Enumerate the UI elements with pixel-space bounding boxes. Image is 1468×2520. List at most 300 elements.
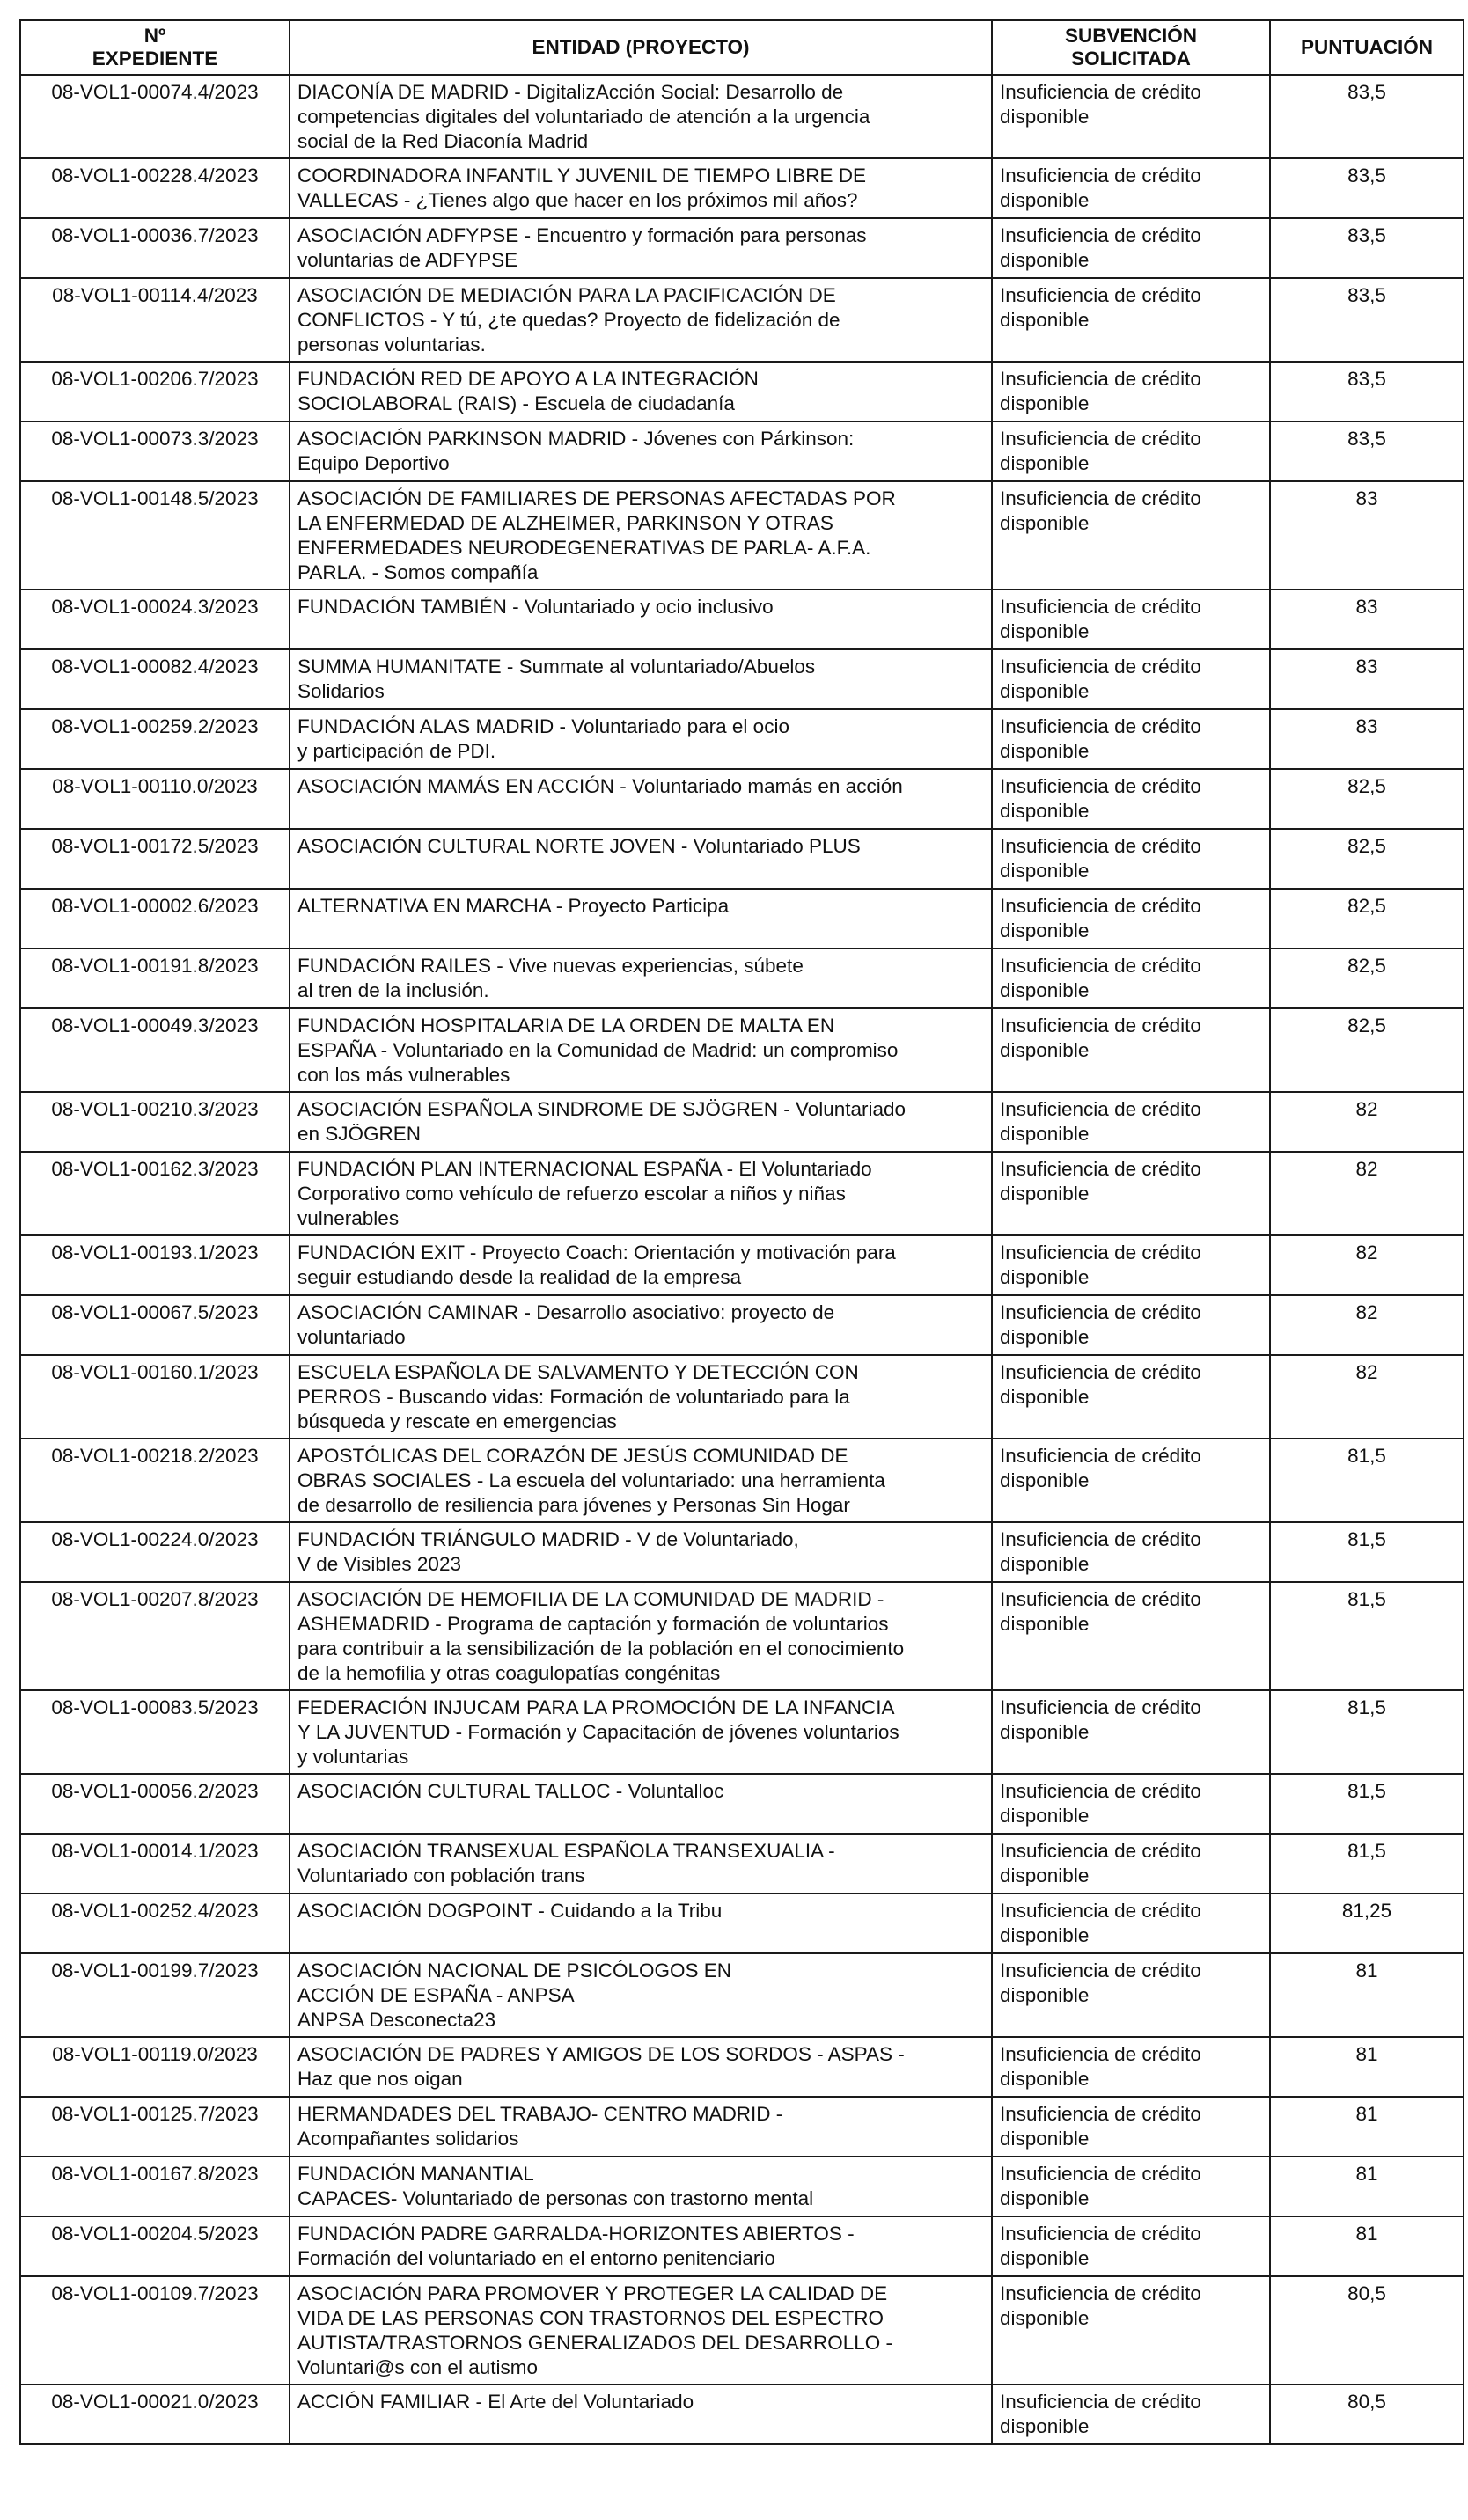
- entidad-line: FUNDACIÓN TRIÁNGULO MADRID - V de Voluntariado,: [297, 1528, 799, 1550]
- subvencion-line: Insuficiencia de crédito: [1000, 1528, 1201, 1550]
- entidad-cell: [290, 1235, 992, 1295]
- subvencion-line: disponible: [1000, 979, 1090, 1001]
- entidad-line: ESCUELA ESPAÑOLA DE SALVAMENTO Y DETECCIÓN CON: [297, 1361, 859, 1383]
- entidad-cell: [290, 2157, 992, 2216]
- subvencion-line: Insuficiencia de crédito: [1000, 428, 1201, 450]
- entidad-line: ASOCIACIÓN ADFYPSE - Encuentro y formación para personas: [297, 224, 867, 246]
- puntuacion-cell: 81: [1270, 2097, 1464, 2157]
- puntuacion-cell: 83: [1270, 481, 1464, 590]
- subvencion-line: disponible: [1000, 189, 1090, 211]
- expediente-cell: 08-VOL1-00021.0/2023: [20, 2384, 290, 2444]
- table-row: [20, 829, 1464, 889]
- subvencion-line: Insuficiencia de crédito: [1000, 1780, 1201, 1802]
- entidad-cell: [290, 1582, 992, 1690]
- subvencion-line: Insuficiencia de crédito: [1000, 835, 1201, 857]
- entidad-line: VALLECAS - ¿Tienes algo que hacer en los próximos mil años?: [297, 189, 858, 211]
- entidad-line: con los más vulnerables: [297, 1064, 510, 1086]
- entidad-line: ALTERNATIVA EN MARCHA - Proyecto Participa: [297, 895, 730, 917]
- puntuacion-cell: 82: [1270, 1235, 1464, 1295]
- subvencion-cell: [992, 649, 1270, 709]
- subvencion-line: disponible: [1000, 1039, 1090, 1061]
- entidad-line: ASOCIACIÓN DE MEDIACIÓN PARA LA PACIFICACIÓN DE: [297, 284, 836, 306]
- entidad-line: al tren de la inclusión.: [297, 979, 489, 1001]
- entidad-line: ESPAÑA - Voluntariado en la Comunidad de Madrid: un compromiso: [297, 1039, 899, 1061]
- table-row: [20, 1439, 1464, 1522]
- subvencion-line: disponible: [1000, 1864, 1090, 1886]
- entidad-line: Equipo Deportivo: [297, 452, 450, 474]
- table-body: [20, 75, 1464, 2444]
- entidad-cell: [290, 1834, 992, 1894]
- expediente-cell: 08-VOL1-00024.3/2023: [20, 590, 290, 649]
- entidad-line: CONFLICTOS - Y tú, ¿te quedas? Proyecto de fidelización de: [297, 309, 840, 331]
- table-row: [20, 158, 1464, 218]
- entidad-cell: [290, 649, 992, 709]
- table-row: [20, 2216, 1464, 2276]
- subvencion-line: Insuficiencia de crédito: [1000, 1696, 1201, 1718]
- entidad-line: ASOCIACIÓN DOGPOINT - Cuidando a la Tribu: [297, 1900, 723, 1922]
- entidad-line: seguir estudiando desde la realidad de la empresa: [297, 1266, 742, 1288]
- table-row: [20, 949, 1464, 1008]
- entidad-line: HERMANDADES DEL TRABAJO- CENTRO MADRID -: [297, 2103, 783, 2125]
- expediente-cell: 08-VOL1-00228.4/2023: [20, 158, 290, 218]
- subvencion-line: disponible: [1000, 1721, 1090, 1743]
- subvencion-line: disponible: [1000, 309, 1090, 331]
- table-row: [20, 2157, 1464, 2216]
- puntuacion-cell: 82: [1270, 1355, 1464, 1439]
- header-entidad: ENTIDAD (PROYECTO): [290, 20, 992, 75]
- entidad-line: y participación de PDI.: [297, 740, 496, 762]
- entidad-cell: [290, 278, 992, 362]
- entidad-line: APOSTÓLICAS DEL CORAZÓN DE JESÚS COMUNIDAD DE: [297, 1445, 848, 1467]
- entidad-line: ASOCIACIÓN CAMINAR - Desarrollo asociativo: proyecto de: [297, 1301, 835, 1323]
- subvencion-line: Insuficiencia de crédito: [1000, 1900, 1201, 1922]
- expediente-cell: 08-VOL1-00204.5/2023: [20, 2216, 290, 2276]
- table-row: [20, 1235, 1464, 1295]
- entidad-cell: [290, 362, 992, 421]
- subvencion-line: disponible: [1000, 1326, 1090, 1348]
- puntuacion-cell: 81,5: [1270, 1439, 1464, 1522]
- table-row: [20, 649, 1464, 709]
- table-row: [20, 1953, 1464, 2037]
- subvencion-line: Insuficiencia de crédito: [1000, 955, 1201, 977]
- header-subvencion: [992, 20, 1270, 75]
- subvencion-line: Insuficiencia de crédito: [1000, 2223, 1201, 2245]
- subvencion-cell: [992, 949, 1270, 1008]
- subvencion-cell: [992, 1774, 1270, 1834]
- expediente-cell: 08-VOL1-00193.1/2023: [20, 1235, 290, 1295]
- entidad-line: y voluntarias: [297, 1746, 409, 1768]
- expediente-cell: 08-VOL1-00109.7/2023: [20, 2276, 290, 2384]
- entidad-line: LA ENFERMEDAD DE ALZHEIMER, PARKINSON Y OTRAS: [297, 512, 833, 534]
- subvencion-line: disponible: [1000, 452, 1090, 474]
- subvencion-cell: [992, 769, 1270, 829]
- puntuacion-cell: 80,5: [1270, 2276, 1464, 2384]
- subvencion-line: Insuficiencia de crédito: [1000, 1015, 1201, 1037]
- subvencion-line: disponible: [1000, 1984, 1090, 2006]
- subvencion-line: disponible: [1000, 1613, 1090, 1635]
- puntuacion-cell: 82,5: [1270, 769, 1464, 829]
- entidad-cell: [290, 769, 992, 829]
- subvencion-cell: [992, 590, 1270, 649]
- entidad-line: Voluntariado con población trans: [297, 1864, 585, 1886]
- subvencion-cell: [992, 2384, 1270, 2444]
- entidad-line: Voluntari@s con el autismo: [297, 2356, 538, 2378]
- entidad-line: FEDERACIÓN INJUCAM PARA LA PROMOCIÓN DE LA INFANCIA: [297, 1696, 895, 1718]
- table-row: [20, 1774, 1464, 1834]
- subvencion-line: disponible: [1000, 1805, 1090, 1827]
- puntuacion-cell: 83,5: [1270, 421, 1464, 481]
- table-row: [20, 769, 1464, 829]
- subvencion-line: Insuficiencia de crédito: [1000, 81, 1201, 103]
- subvencion-cell: [992, 709, 1270, 769]
- subvencion-cell: [992, 1355, 1270, 1439]
- table-row: [20, 1092, 1464, 1152]
- subvencion-line: Insuficiencia de crédito: [1000, 656, 1201, 678]
- subvencion-line: disponible: [1000, 860, 1090, 882]
- entidad-cell: [290, 1092, 992, 1152]
- puntuacion-cell: 83,5: [1270, 278, 1464, 362]
- subvencion-line: disponible: [1000, 620, 1090, 642]
- entidad-line: FUNDACIÓN PADRE GARRALDA-HORIZONTES ABIERTOS -: [297, 2223, 855, 2245]
- entidad-line: VIDA DE LAS PERSONAS CON TRASTORNOS DEL ESPECTRO: [297, 2307, 884, 2329]
- entidad-line: FUNDACIÓN RAILES - Vive nuevas experiencias, súbete: [297, 955, 804, 977]
- entidad-line: ASOCIACIÓN CULTURAL NORTE JOVEN - Voluntariado PLUS: [297, 835, 861, 857]
- expediente-cell: 08-VOL1-00114.4/2023: [20, 278, 290, 362]
- entidad-line: Formación del voluntariado en el entorno penitenciario: [297, 2247, 775, 2269]
- entidad-line: ASOCIACIÓN DE PADRES Y AMIGOS DE LOS SORDOS - ASPAS -: [297, 2043, 905, 2065]
- header-expediente-line-1: Nº: [143, 25, 166, 47]
- subvencion-cell: [992, 481, 1270, 590]
- subvencion-cell: [992, 1522, 1270, 1582]
- subvencion-line: disponible: [1000, 1123, 1090, 1145]
- expediente-cell: 08-VOL1-00162.3/2023: [20, 1152, 290, 1235]
- entidad-line: PARLA. - Somos compañía: [297, 561, 539, 583]
- entidad-line: ASOCIACIÓN NACIONAL DE PSICÓLOGOS EN: [297, 1960, 732, 1982]
- table-row: [20, 362, 1464, 421]
- subvencion-line: disponible: [1000, 2307, 1090, 2329]
- entidad-line: ASOCIACIÓN CULTURAL TALLOC - Voluntalloc: [297, 1780, 724, 1802]
- entidad-line: SOCIOLABORAL (RAIS) - Escuela de ciudadanía: [297, 392, 735, 414]
- puntuacion-cell: 82,5: [1270, 829, 1464, 889]
- entidad-line: de desarrollo de resiliencia para jóvenes y Personas Sin Hogar: [297, 1494, 850, 1516]
- expediente-cell: 08-VOL1-00148.5/2023: [20, 481, 290, 590]
- entidad-line: SUMMA HUMANITATE - Summate al voluntariado/Abuelos: [297, 656, 816, 678]
- expediente-cell: 08-VOL1-00252.4/2023: [20, 1894, 290, 1953]
- subvencion-line: disponible: [1000, 2068, 1090, 2090]
- subvencion-line: disponible: [1000, 740, 1090, 762]
- table-row: [20, 1894, 1464, 1953]
- entidad-line: ASOCIACIÓN PARKINSON MADRID - Jóvenes con Párkinson:: [297, 428, 855, 450]
- expediente-cell: 08-VOL1-00167.8/2023: [20, 2157, 290, 2216]
- entidad-cell: [290, 949, 992, 1008]
- entidad-line: ASOCIACIÓN PARA PROMOVER Y PROTEGER LA CALIDAD DE: [297, 2282, 888, 2304]
- subvencion-line: Insuficiencia de crédito: [1000, 895, 1201, 917]
- subvencion-line: disponible: [1000, 249, 1090, 271]
- entidad-line: FUNDACIÓN HOSPITALARIA DE LA ORDEN DE MALTA EN: [297, 1015, 835, 1037]
- subvencion-cell: [992, 1894, 1270, 1953]
- subvencion-line: Insuficiencia de crédito: [1000, 165, 1201, 187]
- subvencion-line: Insuficiencia de crédito: [1000, 2163, 1201, 2185]
- puntuacion-cell: 82,5: [1270, 949, 1464, 1008]
- table-header: [20, 20, 1464, 75]
- subvencion-cell: [992, 2097, 1270, 2157]
- puntuacion-cell: 83: [1270, 649, 1464, 709]
- puntuacion-cell: 82: [1270, 1152, 1464, 1235]
- entidad-line: ANPSA Desconecta23: [297, 2009, 496, 2031]
- header-subvencion-line-1: SUBVENCIÓN: [1064, 25, 1198, 47]
- table-row: [20, 1355, 1464, 1439]
- table-row: [20, 1690, 1464, 1774]
- entidad-line: ASOCIACIÓN TRANSEXUAL ESPAÑOLA TRANSEXUALIA -: [297, 1840, 835, 1862]
- subvencion-line: disponible: [1000, 1924, 1090, 1946]
- expediente-cell: 08-VOL1-00207.8/2023: [20, 1582, 290, 1690]
- subvencion-line: Insuficiencia de crédito: [1000, 1588, 1201, 1610]
- subvencion-line: disponible: [1000, 1469, 1090, 1491]
- entidad-cell: [290, 889, 992, 949]
- subvencion-line: Insuficiencia de crédito: [1000, 1098, 1201, 1120]
- entidad-line: PERROS - Buscando vidas: Formación de voluntariado para la: [297, 1386, 850, 1408]
- table-row: [20, 1295, 1464, 1355]
- subvencion-line: disponible: [1000, 2128, 1090, 2150]
- puntuacion-cell: 81,5: [1270, 1690, 1464, 1774]
- puntuacion-cell: 83,5: [1270, 218, 1464, 278]
- entidad-line: OBRAS SOCIALES - La escuela del voluntariado: una herramienta: [297, 1469, 885, 1491]
- puntuacion-cell: 82,5: [1270, 889, 1464, 949]
- expediente-cell: 08-VOL1-00036.7/2023: [20, 218, 290, 278]
- entidad-line: FUNDACIÓN RED DE APOYO A LA INTEGRACIÓN: [297, 368, 759, 390]
- puntuacion-cell: 81: [1270, 2157, 1464, 2216]
- subvencion-line: Insuficiencia de crédito: [1000, 2043, 1201, 2065]
- puntuacion-cell: 81,5: [1270, 1522, 1464, 1582]
- puntuacion-cell: 83,5: [1270, 75, 1464, 158]
- header-puntuacion: PUNTUACIÓN: [1270, 20, 1464, 75]
- table-row: [20, 709, 1464, 769]
- expediente-cell: 08-VOL1-00259.2/2023: [20, 709, 290, 769]
- subvencion-cell: [992, 421, 1270, 481]
- entidad-line: Haz que nos oigan: [297, 2068, 463, 2090]
- subvencion-line: disponible: [1000, 800, 1090, 822]
- entidad-cell: [290, 829, 992, 889]
- expediente-cell: 08-VOL1-00218.2/2023: [20, 1439, 290, 1522]
- expediente-cell: 08-VOL1-00160.1/2023: [20, 1355, 290, 1439]
- entidad-line: vulnerables: [297, 1207, 400, 1229]
- entidad-cell: [290, 1690, 992, 1774]
- header-expediente: [20, 20, 290, 75]
- subvencion-line: Insuficiencia de crédito: [1000, 1158, 1201, 1180]
- subvencion-cell: [992, 158, 1270, 218]
- table-row: [20, 590, 1464, 649]
- subvencion-cell: [992, 1582, 1270, 1690]
- subvencion-cell: [992, 1953, 1270, 2037]
- table-row: [20, 1834, 1464, 1894]
- table-row: [20, 1152, 1464, 1235]
- subvencion-line: Insuficiencia de crédito: [1000, 1445, 1201, 1467]
- entidad-line: personas voluntarias.: [297, 333, 486, 355]
- entidad-cell: [290, 2097, 992, 2157]
- entidad-line: Acompañantes solidarios: [297, 2128, 519, 2150]
- entidad-line: FUNDACIÓN MANANTIAL: [297, 2163, 534, 2185]
- entidad-line: AUTISTA/TRASTORNOS GENERALIZADOS DEL DESARROLLO -: [297, 2332, 892, 2354]
- entidad-cell: [290, 421, 992, 481]
- entidad-line: FUNDACIÓN EXIT - Proyecto Coach: Orientación y motivación para: [297, 1242, 896, 1264]
- subvencion-line: disponible: [1000, 2415, 1090, 2437]
- expediente-cell: 08-VOL1-00049.3/2023: [20, 1008, 290, 1092]
- subvencion-line: disponible: [1000, 1266, 1090, 1288]
- subvencion-cell: [992, 1008, 1270, 1092]
- subvencion-cell: [992, 2157, 1270, 2216]
- puntuacion-cell: 83,5: [1270, 158, 1464, 218]
- subvencion-line: Insuficiencia de crédito: [1000, 775, 1201, 797]
- expediente-cell: 08-VOL1-00224.0/2023: [20, 1522, 290, 1582]
- subvencion-line: disponible: [1000, 1183, 1090, 1205]
- subvencion-cell: [992, 278, 1270, 362]
- subvencion-line: disponible: [1000, 2247, 1090, 2269]
- entidad-line: FUNDACIÓN TAMBIÉN - Voluntariado y ocio inclusivo: [297, 596, 774, 618]
- entidad-line: V de Visibles 2023: [297, 1553, 461, 1575]
- subvencion-line: Insuficiencia de crédito: [1000, 487, 1201, 509]
- expediente-cell: 08-VOL1-00110.0/2023: [20, 769, 290, 829]
- entidad-line: CAPACES- Voluntariado de personas con trastorno mental: [297, 2187, 814, 2209]
- expediente-cell: 08-VOL1-00083.5/2023: [20, 1690, 290, 1774]
- subvencion-cell: [992, 829, 1270, 889]
- entidad-cell: [290, 2276, 992, 2384]
- entidad-cell: [290, 1152, 992, 1235]
- grants-table: [19, 19, 1464, 2445]
- entidad-line: Corporativo como vehículo de refuerzo escolar a niños y niñas: [297, 1183, 846, 1205]
- entidad-cell: [290, 1008, 992, 1092]
- entidad-line: voluntarias de ADFYPSE: [297, 249, 518, 271]
- subvencion-line: disponible: [1000, 1553, 1090, 1575]
- header-expediente-line-2: EXPEDIENTE: [92, 48, 218, 70]
- table-row: [20, 2276, 1464, 2384]
- subvencion-line: disponible: [1000, 680, 1090, 702]
- entidad-line: ASOCIACIÓN ESPAÑOLA SINDROME DE SJÖGREN - Voluntariado: [297, 1098, 906, 1120]
- entidad-line: Y LA JUVENTUD - Formación y Capacitación de jóvenes voluntarios: [297, 1721, 899, 1743]
- entidad-line: ACCIÓN FAMILIAR - El Arte del Voluntariado: [297, 2391, 694, 2413]
- table-row: [20, 278, 1464, 362]
- subvencion-cell: [992, 1295, 1270, 1355]
- expediente-cell: 08-VOL1-00119.0/2023: [20, 2037, 290, 2097]
- expediente-cell: 08-VOL1-00014.1/2023: [20, 1834, 290, 1894]
- subvencion-cell: [992, 1834, 1270, 1894]
- puntuacion-cell: 81,5: [1270, 1774, 1464, 1834]
- expediente-cell: 08-VOL1-00082.4/2023: [20, 649, 290, 709]
- table-row: [20, 421, 1464, 481]
- subvencion-line: disponible: [1000, 1386, 1090, 1408]
- puntuacion-cell: 80,5: [1270, 2384, 1464, 2444]
- puntuacion-cell: 82: [1270, 1295, 1464, 1355]
- table-row: [20, 218, 1464, 278]
- entidad-cell: [290, 590, 992, 649]
- entidad-cell: [290, 2216, 992, 2276]
- subvencion-cell: [992, 1235, 1270, 1295]
- expediente-cell: 08-VOL1-00206.7/2023: [20, 362, 290, 421]
- subvencion-cell: [992, 1092, 1270, 1152]
- entidad-cell: [290, 1439, 992, 1522]
- table-row: [20, 75, 1464, 158]
- entidad-line: FUNDACIÓN ALAS MADRID - Voluntariado para el ocio: [297, 715, 789, 737]
- subvencion-line: disponible: [1000, 106, 1090, 128]
- entidad-cell: [290, 1295, 992, 1355]
- entidad-line: COORDINADORA INFANTIL Y JUVENIL DE TIEMPO LIBRE DE: [297, 165, 866, 187]
- subvencion-cell: [992, 75, 1270, 158]
- entidad-line: social de la Red Diaconía Madrid: [297, 130, 589, 152]
- subvencion-cell: [992, 2216, 1270, 2276]
- expediente-cell: 08-VOL1-00125.7/2023: [20, 2097, 290, 2157]
- puntuacion-cell: 83: [1270, 709, 1464, 769]
- expediente-cell: 08-VOL1-00056.2/2023: [20, 1774, 290, 1834]
- puntuacion-cell: 81: [1270, 2037, 1464, 2097]
- expediente-cell: 08-VOL1-00199.7/2023: [20, 1953, 290, 2037]
- subvencion-line: Insuficiencia de crédito: [1000, 2391, 1201, 2413]
- table-row: [20, 1008, 1464, 1092]
- table-row: [20, 481, 1464, 590]
- entidad-line: competencias digitales del voluntariado de atención a la urgencia: [297, 106, 870, 128]
- puntuacion-cell: 81,5: [1270, 1582, 1464, 1690]
- entidad-line: voluntariado: [297, 1326, 406, 1348]
- expediente-cell: 08-VOL1-00074.4/2023: [20, 75, 290, 158]
- puntuacion-cell: 83,5: [1270, 362, 1464, 421]
- subvencion-line: Insuficiencia de crédito: [1000, 1840, 1201, 1862]
- entidad-cell: [290, 1522, 992, 1582]
- subvencion-line: Insuficiencia de crédito: [1000, 1361, 1201, 1383]
- puntuacion-cell: 81: [1270, 2216, 1464, 2276]
- subvencion-cell: [992, 2037, 1270, 2097]
- entidad-line: en SJÖGREN: [297, 1123, 422, 1145]
- subvencion-line: Insuficiencia de crédito: [1000, 596, 1201, 618]
- entidad-cell: [290, 75, 992, 158]
- entidad-cell: [290, 2037, 992, 2097]
- entidad-cell: [290, 1953, 992, 2037]
- puntuacion-cell: 82,5: [1270, 1008, 1464, 1092]
- entidad-line: ASOCIACIÓN MAMÁS EN ACCIÓN - Voluntariado mamás en acción: [297, 775, 903, 797]
- entidad-line: búsqueda y rescate en emergencias: [297, 1410, 617, 1432]
- table-row: [20, 2097, 1464, 2157]
- subvencion-line: Insuficiencia de crédito: [1000, 284, 1201, 306]
- entidad-cell: [290, 158, 992, 218]
- entidad-cell: [290, 1774, 992, 1834]
- puntuacion-cell: 83: [1270, 590, 1464, 649]
- expediente-cell: 08-VOL1-00073.3/2023: [20, 421, 290, 481]
- entidad-line: ASOCIACIÓN DE FAMILIARES DE PERSONAS AFECTADAS POR: [297, 487, 896, 509]
- expediente-cell: 08-VOL1-00210.3/2023: [20, 1092, 290, 1152]
- entidad-cell: [290, 1355, 992, 1439]
- subvencion-line: disponible: [1000, 919, 1090, 941]
- subvencion-line: Insuficiencia de crédito: [1000, 1301, 1201, 1323]
- subvencion-line: Insuficiencia de crédito: [1000, 1960, 1201, 1982]
- subvencion-cell: [992, 218, 1270, 278]
- subvencion-line: disponible: [1000, 392, 1090, 414]
- table-row: [20, 889, 1464, 949]
- subvencion-line: Insuficiencia de crédito: [1000, 2282, 1201, 2304]
- subvencion-line: Insuficiencia de crédito: [1000, 224, 1201, 246]
- puntuacion-cell: 81,5: [1270, 1834, 1464, 1894]
- subvencion-line: Insuficiencia de crédito: [1000, 1242, 1201, 1264]
- entidad-line: DIACONÍA DE MADRID - DigitalizAcción Social: Desarrollo de: [297, 81, 844, 103]
- table-row: [20, 1522, 1464, 1582]
- subvencion-cell: [992, 1690, 1270, 1774]
- entidad-cell: [290, 481, 992, 590]
- entidad-cell: [290, 218, 992, 278]
- entidad-line: Solidarios: [297, 680, 385, 702]
- entidad-cell: [290, 1894, 992, 1953]
- header-subvencion-line-2: SOLICITADA: [1071, 48, 1191, 70]
- entidad-cell: [290, 2384, 992, 2444]
- puntuacion-cell: 82: [1270, 1092, 1464, 1152]
- subvencion-line: Insuficiencia de crédito: [1000, 2103, 1201, 2125]
- subvencion-cell: [992, 2276, 1270, 2384]
- entidad-line: ACCIÓN DE ESPAÑA - ANPSA: [297, 1984, 575, 2006]
